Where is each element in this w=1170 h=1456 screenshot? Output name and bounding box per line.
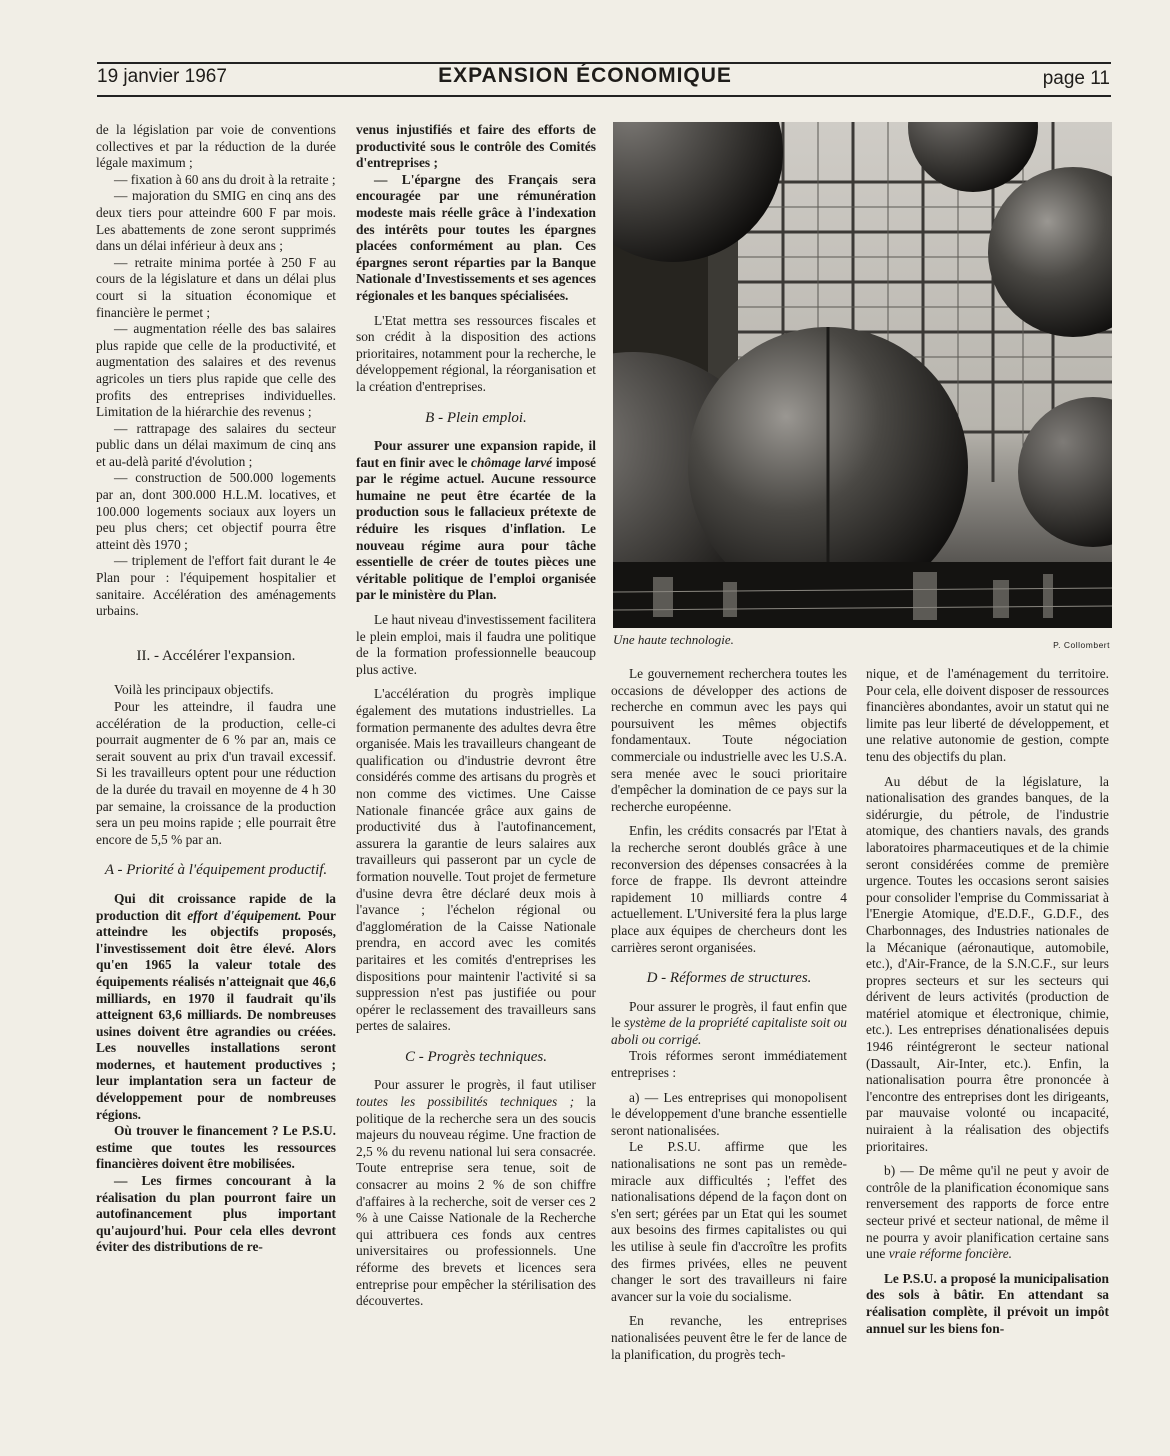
subsection-heading: C - Progrès techniques.: [405, 1048, 547, 1065]
paragraph: — triplement de l'effort fait durant le 4e Plan pour : l'équipement hospitalier et sanitaire. Accélération des aménagements urbains.: [96, 553, 336, 619]
paragraph: — construction de 500.000 logements par an, dont 300.000 H.L.M. locatives, et 100.000 logements sociaux aux loyers un peu plus chers; cet objectif pourra être atteint dès 1970 ;: [96, 470, 336, 552]
paragraph: Au début de la législature, la nationalisation des grandes banques, de la sidérurgie, du pétrole, de l'industrie atomique, des chantiers navals, des grands laboratoires pharmaceutiques et de la chimie seront considérées comme de première urgence. Toutes les occasions seront saisies pour consolider l'emprise du Commissariat à l'Energie Atomique, d'E.D.F., G.D.F., des Charbonnages, des Industries nationales de la Mécanique (aéronautique, automobile, etc.), d'Air-France, de la S.N.C.F., sur leurs propres secteurs et sur les secteurs qui dérivent de leurs activités (production de matériel atomique et électronique, chimie, etc.). Les entreprises dénationalisées depuis 1946 réintégreront le secteur national (Dassault, Air-Inter, etc.). Enfin, la nationalisation pourra être prononcée à l'encontre des entreprises dont les dirigeants, par mauvaise volonté ou incapacité, nuiraient à la réalisation des objectifs prioritaires.: [866, 773, 1109, 1154]
paragraph: [611, 999, 847, 1049]
paragraph: — L'épargne des Français sera encouragée par une rémunération modeste mais réelle grâce à l'indexation des intérêts pour toutes les épargnes placées conformément au plan. Ces épargnes seront réparties par la Banque Nationale d'Investissements et ses agences régionales et les banques spécialisées.: [356, 171, 596, 303]
paragraph: Le haut niveau d'investissement facilitera le plein emploi, mais il faudra une politique de la formation professionnelle beaucoup plus active.: [356, 612, 596, 677]
issue-date: 19 janvier 1967: [97, 66, 227, 87]
paragraph: [96, 891, 336, 1123]
paragraph: Voilà les principaux objectifs.: [114, 682, 274, 698]
paragraph: — fixation à 60 ans du droit à la retraite ;: [114, 171, 336, 187]
text: imposé par le régime actuel. Aucune ressource humaine ne peut être écartée de la production sous le fallacieux prétexte de réduire les risques d'inflation. Le nouveau régime aura pour tâche essentielle de créer de toutes pièces une véritable politique de l'emploi organisée par le ministère du Plan.: [356, 454, 596, 603]
subsection-heading: A - Priorité à l'équipement productif.: [104, 862, 328, 879]
emphasis: toutes les possibilités techniques ;: [356, 1094, 575, 1110]
header-rule-bottom: [97, 95, 1111, 97]
text: Pour assurer le progrès, il faut enfin que le: [611, 998, 847, 1031]
emphasis: vraie réforme foncière.: [888, 1246, 1013, 1262]
paragraph: a) — Les entreprises qui monopolisent le développement d'une branche essentielle seront nationalisées.: [611, 1089, 847, 1138]
paragraph: Le P.S.U. a proposé la municipalisation des sols à bâtir. En attendant sa réalisation complète, il prévoit un impôt annuel sur les biens fon-: [866, 1270, 1109, 1336]
paragraph: Pour les atteindre, il faudra une accélération de la production, celle-ci pourrait augmenter de 6 % par an, mais ce serait souvent au prix d'un travail excessif. Si les travailleurs optent pour une réduction de la durée du travail en moyenne de 4 h 30 par semaine, la croissance de la production sera un peu moins rapide ; elle pourrait être encore de 5,5 % par an.: [96, 699, 336, 847]
paragraph: En revanche, les entreprises nationalisées peuvent être le fer de lance de la planification, du progrès tech-: [611, 1313, 847, 1362]
paragraph: [356, 1077, 596, 1309]
paragraph: L'Etat mettra ses ressources fiscales et son crédit à la disposition des actions prioritaires, notamment pour la recherche, le développement régional, la réorganisation et la création d'entreprises.: [356, 312, 596, 394]
subsection-heading: D - Réformes de structures.: [646, 970, 812, 987]
emphasis: système de la propriété capitaliste soit ou aboli ou corrigé.: [611, 1015, 847, 1047]
emphasis: effort d'équipement.: [187, 907, 302, 923]
text: Qui dit croissance rapide de la production dit: [96, 890, 336, 923]
paragraph: Où trouver le financement ? Le P.S.U. estime que toutes les ressources financières doivent être mobilisées.: [96, 1123, 336, 1172]
section-heading: II. - Accélérer l'expansion.: [136, 647, 296, 664]
paragraph: Enfin, les crédits consacrés par l'Etat à la recherche seront doublés grâce à une reconversion des dépenses consacrées à la force de frappe. Ils devront atteindre rapidement 10 milliards contre 4 actuellement. L'Université fera la plus large place aux équipes de chercheurs dont les carrières seront organisées.: [611, 823, 847, 955]
text: b) — De même qu'il ne peut y avoir de contrôle de la planification économique sans renversement des rapports de force entre secteur privé et secteur national, de même il ne pourra y avoir planification certaine sans une: [866, 1163, 1109, 1262]
paragraph: venus injustifiés et faire des efforts de productivité sous le contrôle des Comités d'entreprises ;: [356, 122, 596, 171]
photo-caption: Une haute technologie.: [613, 632, 734, 647]
paragraph: Trois réformes seront immédiatement entreprises :: [611, 1048, 847, 1081]
paragraph: — retraite minima portée à 250 F au cours de la législature et dans un délai plus court si la situation économique et financière le permet ;: [96, 254, 336, 320]
paragraph: — augmentation réelle des bas salaires plus rapide que celle de la productivité, et augmentation des salaires et des revenus agricoles un tiers plus rapide que celle des profits des entreprises individuelles. Limitation de la hiérarchie des revenus ;: [96, 321, 336, 420]
section-title: EXPANSION ÉCONOMIQUE: [438, 64, 732, 87]
paragraph: Le gouvernement recherchera toutes les occasions de développer des actions de recherche en commun avec les pays qui poursuivent les mêmes objectifs fondamentaux. Toute négociation commerciale ou industrielle avec les U.S.A. sera menée avec le souci prioritaire d'empêcher la domination de ce pays sur la recherche européenne.: [611, 666, 847, 814]
paragraph: [356, 438, 596, 604]
text: la politique de la recherche sera un des soucis majeurs du nouveau régime. Une fraction de 2,5 % du revenu national lui sera consacrée. Toute entreprise sera tenue, soit de consacrer au moins 2 % de son chiffre d'affaires à la recherche, soit de verser ces 2 % à une Caisse Nationale de la Recherche qui attribuera ces fonds aux centres universitaires ou professionnels. Une réforme des brevets et licences sera entreprise pour empêcher la stérilisation des découvertes.: [356, 1094, 596, 1309]
text: Pour assurer le progrès, il faut utiliser: [374, 1077, 596, 1093]
emphasis: chômage larvé: [471, 454, 553, 470]
paragraph: Le P.S.U. affirme que les nationalisations ne sont pas un remède-miracle aux difficultés ; l'effet des nationalisations dépend de la façon dont on s'en sert; gérées par un Etat qui les soumet aux besoins des firmes capitalistes ou qui les utilise à seule fin d'accroître les profits des firmes privées, elles ne peuvent changer le sort des travailleurs ni faire avancer sur la voie du socialisme.: [611, 1139, 847, 1304]
photo-credit: P. Collombert: [1053, 640, 1110, 650]
paragraph: — Les firmes concourant à la réalisation du plan pourront faire un autofinancement plus important qu'aujourd'hui. Pour cela elles devront éviter des distributions de re-: [96, 1173, 336, 1255]
page-number: page 11: [1042, 68, 1110, 89]
column-1: [96, 122, 336, 1256]
paragraph: de la législation par voie de conventions collectives et par la réduction de la durée légale maximum ;: [96, 122, 336, 171]
paragraph: [866, 1163, 1109, 1263]
column-3: [611, 666, 847, 1363]
paragraph: — majoration du SMIG en cinq ans des deux tiers pour atteindre 600 F par mois. Les abattements de zone seront supprimés dans un délai inférieur à deux ans ;: [96, 188, 336, 254]
text: Pour atteindre les objectifs proposés, l'investissement doit être élevé. Alors qu'en 1965 la valeur totale des équipements réalisés n'atteignait que 46,6 milliards, en 1970 il faudrait qu'ils atteignent 63,6 milliards. De nombreuses usines doivent être agrandies ou créées. Les nouvelles installations seront modernes, et hautement productives ; leur implantation sera un facteur de développement pour de nombreuses régions.: [96, 907, 336, 1122]
paragraph: L'accélération du progrès implique également des mutations industrielles. La formation permanente des adultes devra être organisée. Mais les travailleurs changeant de qualification ou d'industrie devront être considérés comme des artisans du progrès et non comme des victimes. Une Caisse Nationale financée grâce aux gains de productivité dus à l'autofinancement, assurera la garantie de leurs salaires aux travailleurs qui passeront par un cycle de formation nouvelle. Tout projet de fermeture d'usine devra être déclaré deux mois à l'avance ; l'échelon régional ou d'agglomération de la Caisse Nationale prendra, en accord avec les comités paritaires et les comités d'entreprises les dispositions pour maintenir l'activité si sa suppression n'est pas justifiée ou pour opérer le reclassement des travailleurs sans pertes de salaires.: [356, 686, 596, 1034]
text: Pour assurer une expansion rapide, il faut en finir avec le: [356, 438, 596, 470]
column-4: [866, 666, 1109, 1337]
paragraph: — rattrapage des salaires du secteur public dans un délai maximum de cinq ans et au-delà parité d'évolution ;: [96, 420, 336, 469]
paragraph: nique, et de l'aménagement du territoire. Pour cela, elle doivent disposer de ressources financières abondantes, avoir un statut qui ne limite pas leur liberté de développement, et une relative autonomie de gestion, compte tenu des objectifs du plan.: [866, 666, 1109, 764]
photo-industrial-spheres: [613, 122, 1112, 628]
subsection-heading: B - Plein emploi.: [425, 409, 527, 426]
column-2: [356, 122, 596, 1310]
